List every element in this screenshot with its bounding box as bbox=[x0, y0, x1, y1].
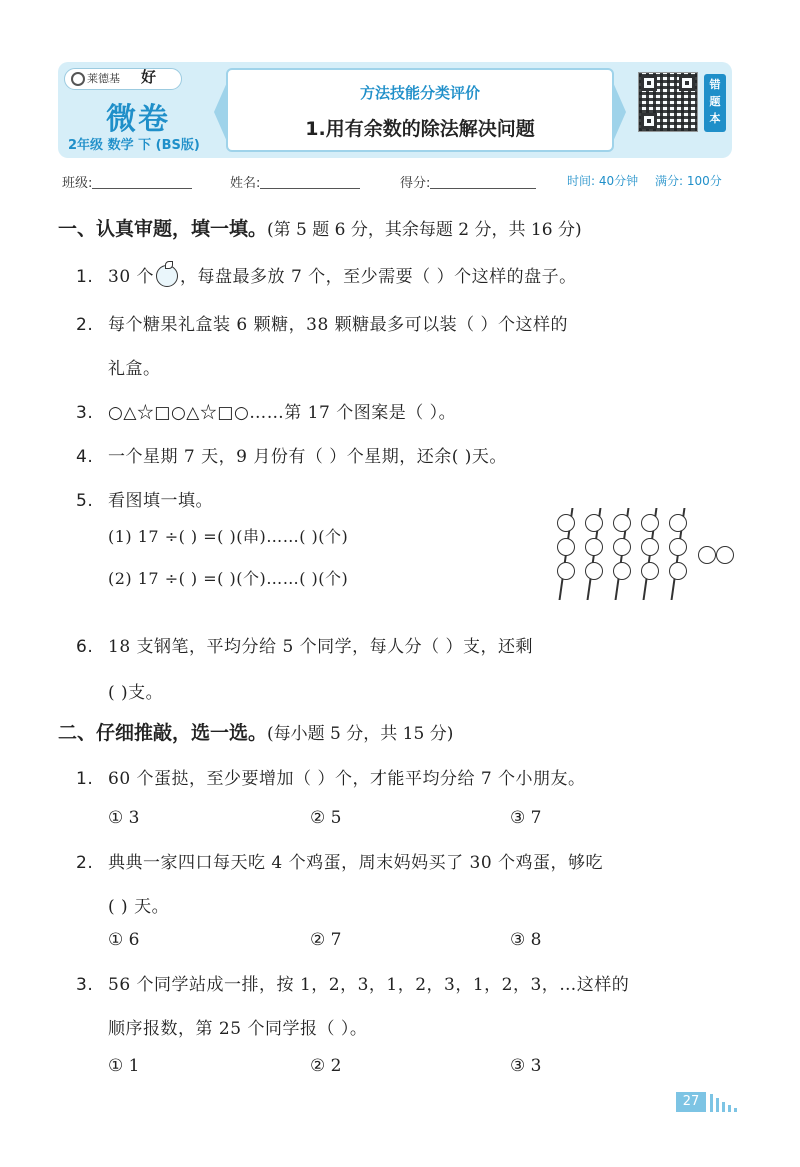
score-field[interactable]: 得分: bbox=[400, 172, 536, 191]
title-panel bbox=[226, 68, 614, 152]
option-2-3-b[interactable]: ② 2 bbox=[310, 1056, 342, 1076]
option-2-1-c[interactable]: ③ 7 bbox=[510, 808, 542, 828]
option-2-2-a[interactable]: ① 6 bbox=[108, 930, 140, 950]
time-limit: 时间: 40分钟 bbox=[567, 174, 639, 188]
option-2-1-a[interactable]: ① 3 bbox=[108, 808, 140, 828]
option-2-2-c[interactable]: ③ 8 bbox=[510, 930, 542, 950]
bead-strings-figure bbox=[548, 508, 748, 604]
page-title: 1.用有余数的除法解决问题 bbox=[305, 118, 535, 140]
loose-bead bbox=[716, 546, 734, 564]
question-1-5-part-2: (2) 17 ÷( ) =( )(个)……( )(个) bbox=[108, 569, 349, 588]
student-info-line bbox=[62, 172, 742, 192]
bead-strand bbox=[640, 508, 660, 604]
header-banner bbox=[58, 62, 732, 158]
wrong-book-label: 错题本 bbox=[704, 74, 726, 132]
page-number: 27 bbox=[676, 1092, 706, 1112]
question-2-3-cont: 顺序报数，第 25 个同学报（ ）。 bbox=[108, 1019, 368, 1039]
chevron-right-icon bbox=[612, 80, 626, 144]
question-1-4: 4. 一个星期 7 天，9 月份有（ ）个星期，还余( )天。 bbox=[76, 447, 507, 467]
section-2-heading: 二、仔细推敲，选一选。(每小题 5 分，共 15 分) bbox=[58, 722, 454, 744]
bead-strand bbox=[556, 508, 576, 604]
qr-code-icon[interactable] bbox=[638, 72, 698, 132]
option-2-1-b[interactable]: ② 5 bbox=[310, 808, 342, 828]
question-2-2: 2. 典典一家四口每天吃 4 个鸡蛋，周末妈妈买了 30 个鸡蛋，够吃 bbox=[76, 853, 604, 873]
name-field[interactable]: 姓名: bbox=[230, 172, 360, 191]
brand-subtitle: 2年级 数学 下 (BS版) bbox=[68, 138, 200, 153]
logo-hao: 好 bbox=[141, 68, 157, 86]
question-2-1: 1. 60 个蛋挞，至少要增加（ ）个，才能平均分给 7 个小朋友。 bbox=[76, 769, 586, 789]
peach-icon bbox=[156, 265, 178, 287]
option-2-3-a[interactable]: ① 1 bbox=[108, 1056, 140, 1076]
loose-bead bbox=[698, 546, 716, 564]
panel-subtitle: 方法技能分类评价 bbox=[359, 84, 480, 102]
question-1-3: 3. ○△☆□○△☆□○……第 17 个图案是（ ）。 bbox=[76, 403, 457, 423]
bead-strand bbox=[668, 508, 688, 604]
bead-strand bbox=[612, 508, 632, 604]
question-1-1: 1. 30 个 ，每盘最多放 7 个，至少需要（ ）个这样的盘子。 bbox=[76, 267, 577, 287]
page-bars-icon bbox=[710, 1094, 738, 1112]
publisher-logo bbox=[64, 68, 182, 90]
section-1-heading: 一、认真审题，填一填。(第 5 题 6 分，其余每题 2 分，共 16 分) bbox=[58, 218, 582, 240]
question-2-2-cont: ( ) 天。 bbox=[108, 897, 170, 917]
question-1-5-part-1: (1) 17 ÷( ) =( )(串)……( )(个) bbox=[108, 527, 349, 546]
question-1-6: 6. 18 支钢笔，平均分给 5 个同学，每人分（ ）支，还剩 bbox=[76, 637, 534, 657]
chevron-left-icon bbox=[214, 80, 228, 144]
question-1-5: 5. 看图填一填。 bbox=[76, 491, 213, 511]
full-score: 满分: 100分 bbox=[655, 174, 722, 188]
question-1-2-cont: 礼盒。 bbox=[108, 359, 161, 379]
brand-title: 微卷 bbox=[106, 102, 170, 137]
logo-text: 莱德基 bbox=[87, 72, 120, 85]
bead-strand bbox=[584, 508, 604, 604]
question-1-6-cont: ( )支。 bbox=[108, 683, 164, 703]
class-field[interactable]: 班级: bbox=[62, 172, 192, 191]
option-2-3-c[interactable]: ③ 3 bbox=[510, 1056, 542, 1076]
brand-box bbox=[64, 68, 222, 152]
question-1-2: 2. 每个糖果礼盒装 6 颗糖，38 颗糖最多可以装（ ）个这样的 bbox=[76, 315, 569, 335]
logo-mark-icon bbox=[71, 72, 85, 86]
question-2-3: 3. 56 个同学站成一排，按 1，2，3，1，2，3，1，2，3，…这样的 bbox=[76, 975, 630, 995]
option-2-2-b[interactable]: ② 7 bbox=[310, 930, 342, 950]
